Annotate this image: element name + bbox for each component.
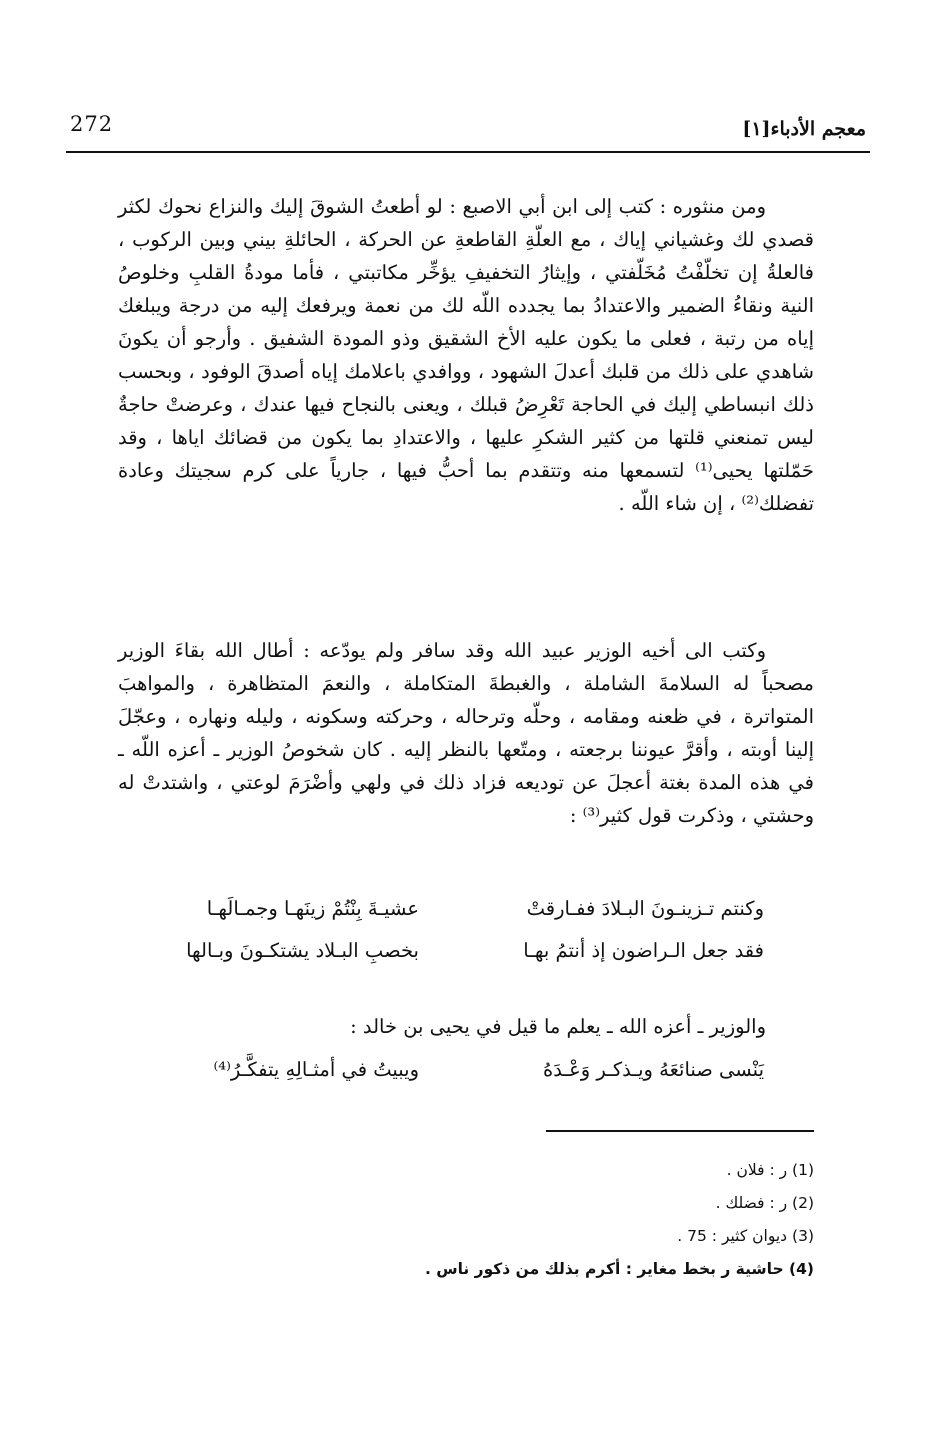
footnote-3: (3) ديوان كثير : 75 . — [677, 1227, 814, 1245]
running-title: معجم الأدباء[١] — [742, 118, 866, 140]
paragraph-2 — [118, 634, 814, 832]
verse-row — [118, 939, 814, 981]
verse-row — [118, 897, 814, 939]
verse-row — [118, 1058, 814, 1100]
header-rule — [66, 151, 870, 153]
poem-verse-2 — [118, 1058, 814, 1100]
footnote-4: (4) حاشية ر بخط مغاير : أكرم بذلك من ذكور ناس . — [424, 1260, 814, 1278]
footnote-1: (1) ر : فلان . — [726, 1161, 814, 1179]
verse-second-hemistich: ويبيتُ في أمثـالِهِ يتفكَّـرُ⁽⁴⁾ — [213, 1058, 419, 1081]
paragraph-1-text: ومن منثوره : كتب إلى ابن أبي الاصبع : لو أطعتُ الشوقَ إليك والنزاع نحوك لكثر قصدي لك وغشياني إياك ، مع العلّةِ القاطعةِ عن الحركة ، الحائلةِ بيني وبين الركوب ، فالعلةُ إن تخلّفْتُ مُخَلّفتي ، وإيثارُ التخفيفِ يؤخِّر مكاتبتي ، فأما مودةُ القلبِ وخلوصُ النية ونقاءُ الضمير والاعتدادُ بما يجدده اللّه لك من نعمة ويرفعك إليه من درجة ويبلغك إياه من رتبة ، فعلى ما يكون عليه الأخ الشقيق وذو المودة الشفيق . وأرجو أن يكونَ شاهدي على ذلك من قلبك أعدلَ الشهود ، ووافدي باعلامك إياه أصدقَ الوفود ، وبحسب ذلك انبساطي إليك في الحاجة تَعْرِضُ قبلك ، ويعنى بالنجاح فيها عندك ، وعرضتْ حاجةٌ ليس تمنعني قلتها من كثير الشكرِ عليها ، والاعتدادِ بما يكون من قضائك اياها ، وقد حَمّلتها يحيى⁽¹⁾ لتسمعها منه وتتقدم بما أحبُّ فيها ، جارياً على كرم سجيتك وعادة تفضلك⁽²⁾ ، إن شاء اللّه . — [118, 195, 814, 515]
paragraph-2-text: وكتب الى أخيه الوزير عبيد الله وقد سافر ولم يودّعه : أطال الله بقاءَ الوزير مصحباً له السلامةَ الشاملة ، والغبطةَ المتكاملة ، والنعمَ المتظاهرة ، والمواهبَ المتواترة ، في ظعنه ومقامه ، وحلّه وترحاله ، وحركته وسكونه ، وليله ونهاره ، وعجّلَ إلينا أوبته ، وأقرَّ عيوننا برجعته ، ومتّعها بالنظر إليه . كان شخوصُ الوزير ـ أعزه اللّه ـ في هذه المدة بغتة أعجلَ عن توديعه فزاد ذلك في ولهي وأضْرَمَ لوعتي ، واشتدتْ له وحشتي ، وذكرت قول كثير⁽³⁾ : — [118, 639, 814, 827]
footnotes — [300, 1154, 814, 1286]
footnote-rule — [546, 1130, 814, 1132]
verse-first-hemistich: يَنْسى صنائعَهُ ويـذكـر وَعْـدَهُ — [543, 1058, 764, 1081]
paragraph-1 — [118, 190, 814, 520]
paragraph-3-text: والوزير ـ أعزه الله ـ يعلم ما قيل في يحيى بن خالد : — [350, 1015, 766, 1038]
footnote-2: (2) ر : فضلك . — [715, 1194, 814, 1212]
poem-verses-1 — [118, 897, 814, 981]
page-number: 272 — [70, 112, 114, 136]
verse-first-hemistich: وكنتم تـزينـونَ البـلادَ ففـارقتْ — [526, 897, 764, 920]
verse-first-hemistich: فقد جعل الـراضون إذ أنتمُ بهـا — [523, 939, 764, 962]
verse-second-hemistich: عشيـةَ بِنْتُمْ زينَهـا وجمـالَهـا — [206, 897, 419, 920]
verse-second-hemistich: بخصبِ البـلاد يشتكـونَ وبـالها — [186, 939, 419, 962]
paragraph-3 — [118, 1010, 814, 1043]
